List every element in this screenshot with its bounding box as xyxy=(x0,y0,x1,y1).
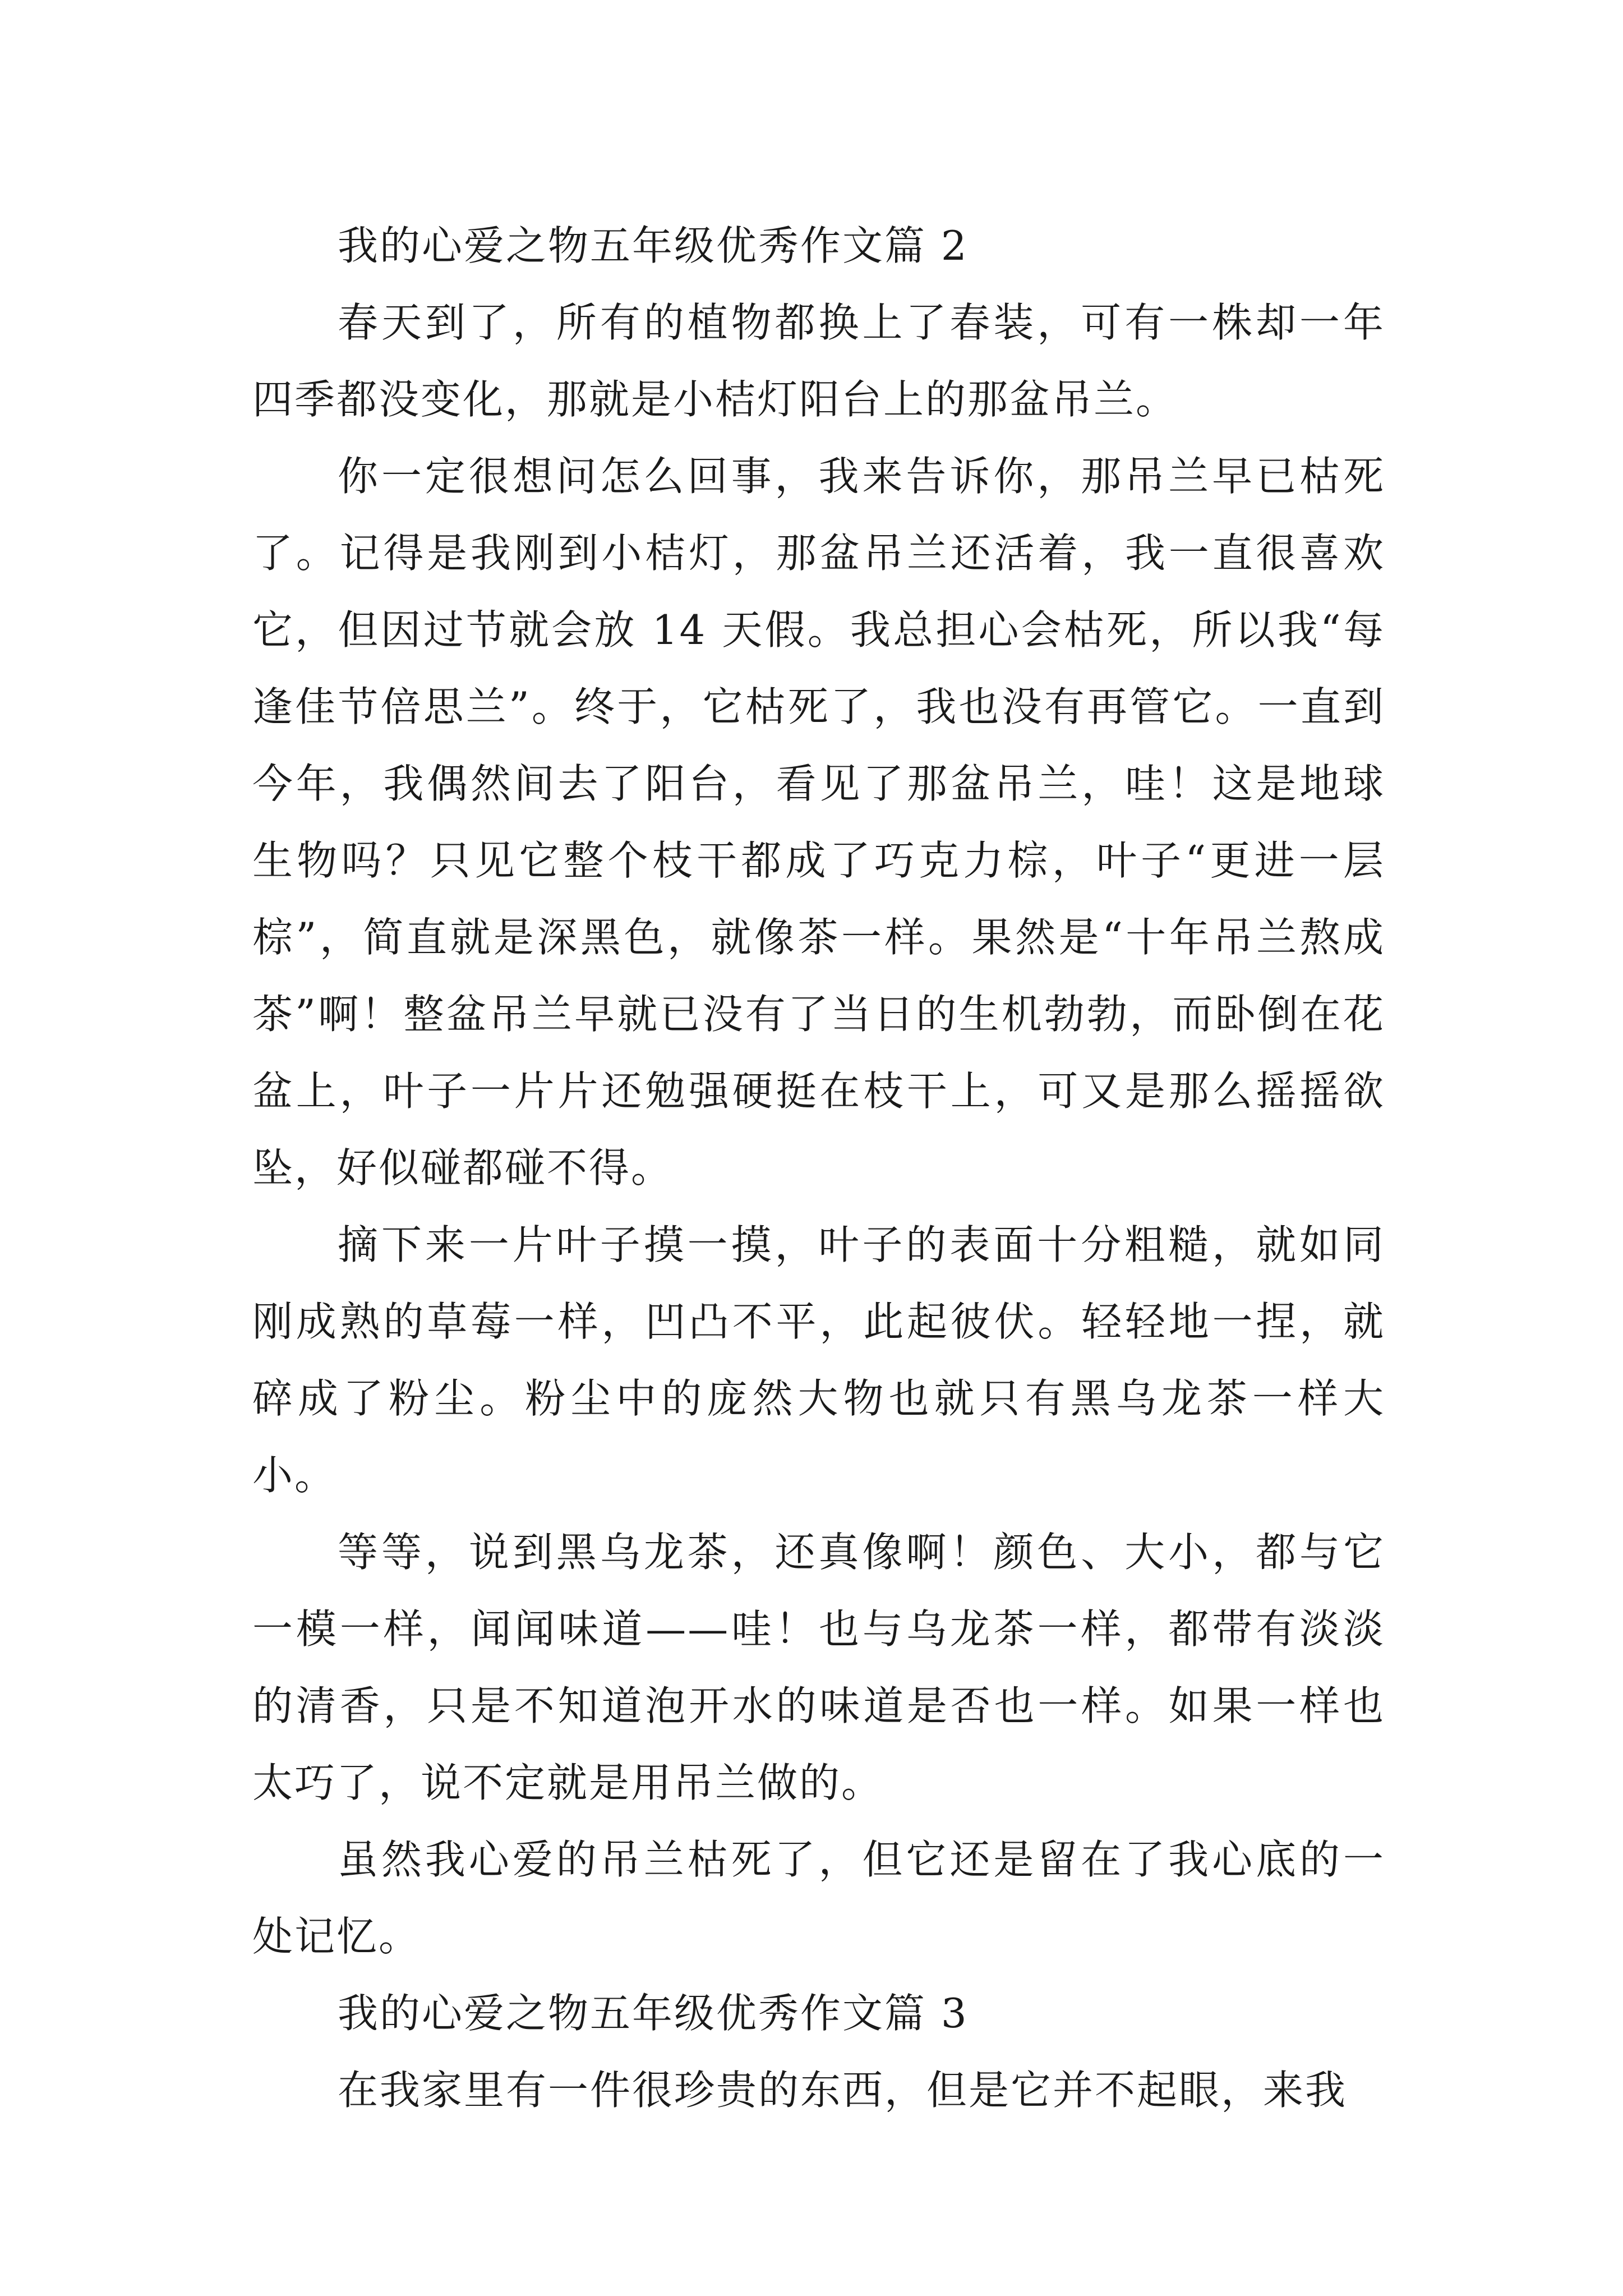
document-body xyxy=(252,208,1385,2129)
paragraph-oolong-tea: 等等，说到黑乌龙茶，还真像啊！颜色、大小，都与它一模一样，闻闻味道——哇！也与乌龙茶一样，都带有淡淡的清香，只是不知道泡开水的味道是否也一样。如果一样也太巧了，说不定就是用吊兰做的。 xyxy=(252,1529,1385,1806)
paragraph-spring: 春天到了，所有的植物都换上了春装，可有一株却一年四季都没变化，那就是小桔灯阳台上的那盆吊兰。 xyxy=(252,299,1385,423)
paragraph-leaf-touch: 摘下来一片叶子摸一摸，叶子的表面十分粗糙，就如同刚成熟的草莓一样，凹凸不平，此起彼伏。轻轻地一捏，就碎成了粉尘。粉尘中的庞然大物也就只有黑乌龙茶一样大小。 xyxy=(252,1221,1385,1499)
paragraph-memory: 虽然我心爱的吊兰枯死了，但它还是留在了我心底的一处记忆。 xyxy=(252,1836,1385,1960)
paragraph-withered-orchid: 你一定很想问怎么回事，我来告诉你，那吊兰早已枯死了。记得是我刚到小桔灯，那盆吊兰还活着，我一直很喜欢它，但因过节就会放 14 天假。我总担心会枯死，所以我“每逢佳节倍思兰”。终于，它枯死了，我也没有再管它。一直到今年，我偶然间去了阳台，看见了那盆吊兰，哇！这是地球生物吗？只见它整个枝干都成了巧克力棕，叶子“更进一层棕”，简直就是深黑色，就像茶一样。果然是“十年吊兰熬成茶”啊！整盆吊兰早就已没有了当日的生机勃勃，而卧倒在花盆上，叶子一片片还勉强硬挺在枝干上，可又是那么摇摇欲坠，好似碰都碰不得。 xyxy=(252,453,1385,1191)
essay-heading-3: 我的心爱之物五年级优秀作文篇 3 xyxy=(338,1990,969,2037)
essay-heading-2: 我的心爱之物五年级优秀作文篇 2 xyxy=(338,222,969,269)
paragraph-treasure: 在我家里有一件很珍贵的东西，但是它并不起眼，来我 xyxy=(338,2067,1348,2114)
